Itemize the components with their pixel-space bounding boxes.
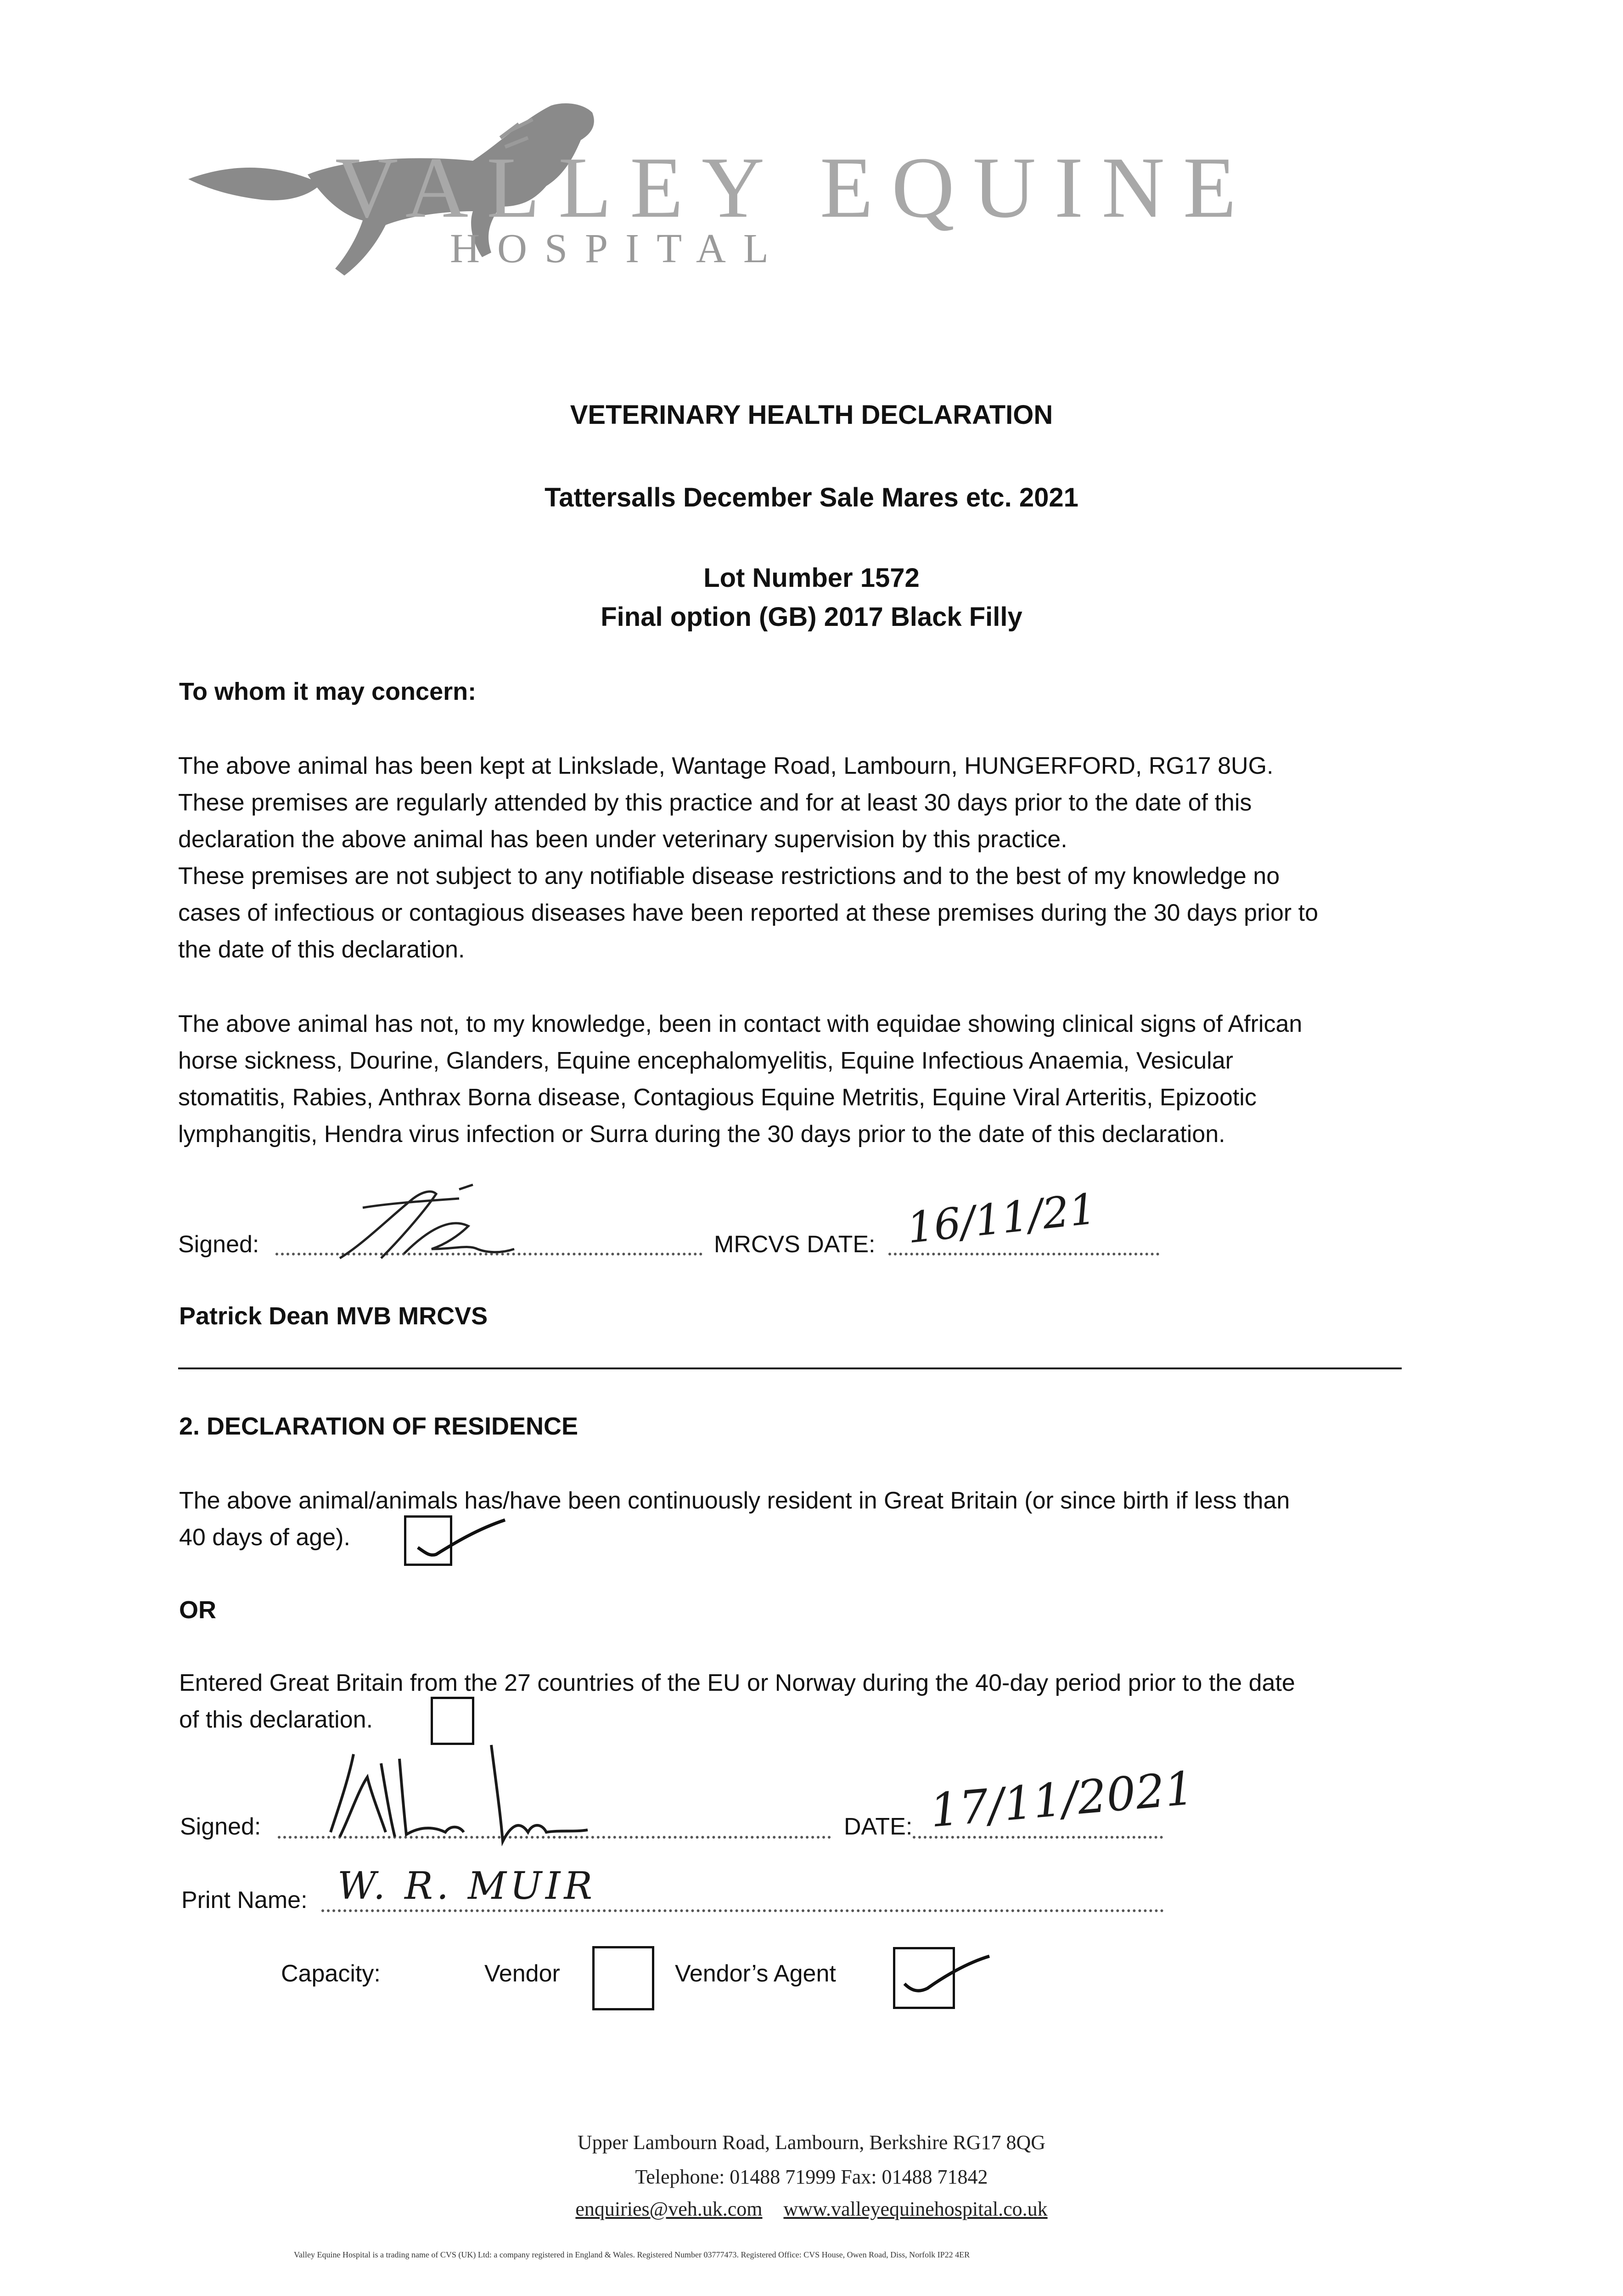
vendor-checkbox[interactable] [592,1946,654,2010]
paragraph-line: The above animal/animals has/have been continuously resident in Great Britain (or since birth if less than [179,1487,1290,1514]
agent-date-label: DATE: [844,1813,913,1840]
vet-signature [321,1180,578,1272]
paragraph-line: horse sickness, Dourine, Glanders, Equine encephalomyelitis, Equine Infectious Anaemia, Vesicular [178,1047,1233,1074]
paragraph-premises [178,748,1318,968]
residence-option-1 [179,1482,1290,1556]
paragraph-line: of this declaration. [179,1706,373,1733]
vendor-label: Vendor [484,1960,560,1987]
paragraph-line: the date of this declaration. [178,936,465,963]
print-name-label: Print Name: [181,1887,308,1913]
or-label: OR [179,1596,216,1624]
footer-phone: Telephone: 01488 71999 Fax: 01488 71842 [635,2166,988,2188]
footer-legal: Valley Equine Hospital is a trading name of CVS (UK) Ltd: a company registered in England & Wales. Registered Number 03777473. Registered Office: CVS House, Owen Road, Diss, Norfolk IP22 4ER [294,2250,970,2259]
salutation: To whom it may concern: [179,678,477,705]
footer-email[interactable]: enquiries@veh.uk.com [575,2198,763,2220]
lot-number: Lot Number 1572 [703,563,920,593]
vet-name: Patrick Dean MVB MRCVS [179,1302,488,1330]
print-name-value: W. R. MUIR [337,1864,596,1908]
section-divider [178,1367,1402,1369]
agent-date-line [913,1836,1163,1839]
paragraph-line: stomatitis, Rabies, Anthrax Borna disease, Contagious Equine Metritis, Equine Viral Arteritis, Epizootic [178,1084,1257,1111]
document-title: VETERINARY HEALTH DECLARATION [570,400,1053,430]
sale-name: Tattersalls December Sale Mares etc. 2021 [545,483,1078,512]
agent-date-value: 17/11/2021 [927,1761,1196,1838]
paragraph-line: cases of infectious or contagious diseases have been reported at these premises during the 30 days prior to [178,900,1319,926]
capacity-label: Capacity: [281,1960,381,1987]
paragraph-line: These premises are not subject to any notifiable disease restrictions and to the best of my knowledge no [178,863,1280,889]
mrcvs-date-value: 16/11/21 [904,1184,1099,1253]
residence-heading: 2. DECLARATION OF RESIDENCE [179,1412,578,1440]
logo-name: VALLEY EQUINE [335,140,1255,236]
logo-subname: HOSPITAL [450,226,786,271]
paragraph-line: Entered Great Britain from the 27 countries of the EU or Norway during the 40-day period prior to the date [179,1670,1295,1696]
paragraph-line: The above animal has not, to my knowledge, been in contact with equidae showing clinical signs of African [178,1011,1303,1037]
check-icon [893,1942,994,2011]
paragraph-line: lymphangitis, Hendra virus infection or Surra during the 30 days prior to the date of this declaration. [178,1121,1225,1148]
agent-signed-label: Signed: [180,1813,261,1840]
paragraph-diseases [178,1006,1302,1153]
logo [170,87,1255,285]
vet-signed-label: Signed: [178,1231,259,1258]
print-name-line [321,1909,1164,1912]
horse-description: Final option (GB) 2017 Black Filly [601,602,1022,632]
footer-website[interactable]: www.valleyequinehospital.co.uk [783,2198,1048,2220]
check-icon [404,1506,510,1570]
paragraph-line: The above animal has been kept at Linkslade, Wantage Road, Lambourn, HUNGERFORD, RG17 8UG. [178,753,1274,779]
mrcvs-date-line [888,1253,1159,1255]
agent-signature [312,1727,634,1864]
mrcvs-date-label: MRCVS DATE: [714,1231,876,1258]
paragraph-line: declaration the above animal has been under veterinary supervision by this practice. [178,826,1067,853]
footer-address: Upper Lambourn Road, Lambourn, Berkshire RG17 8QG [577,2131,1046,2154]
footer-contacts [0,2197,1623,2221]
paragraph-line: These premises are regularly attended by this practice and for at least 30 days prior to the date of this [178,789,1252,816]
vendor-agent-label: Vendor’s Agent [675,1960,836,1987]
paragraph-line: 40 days of age). [179,1524,350,1551]
